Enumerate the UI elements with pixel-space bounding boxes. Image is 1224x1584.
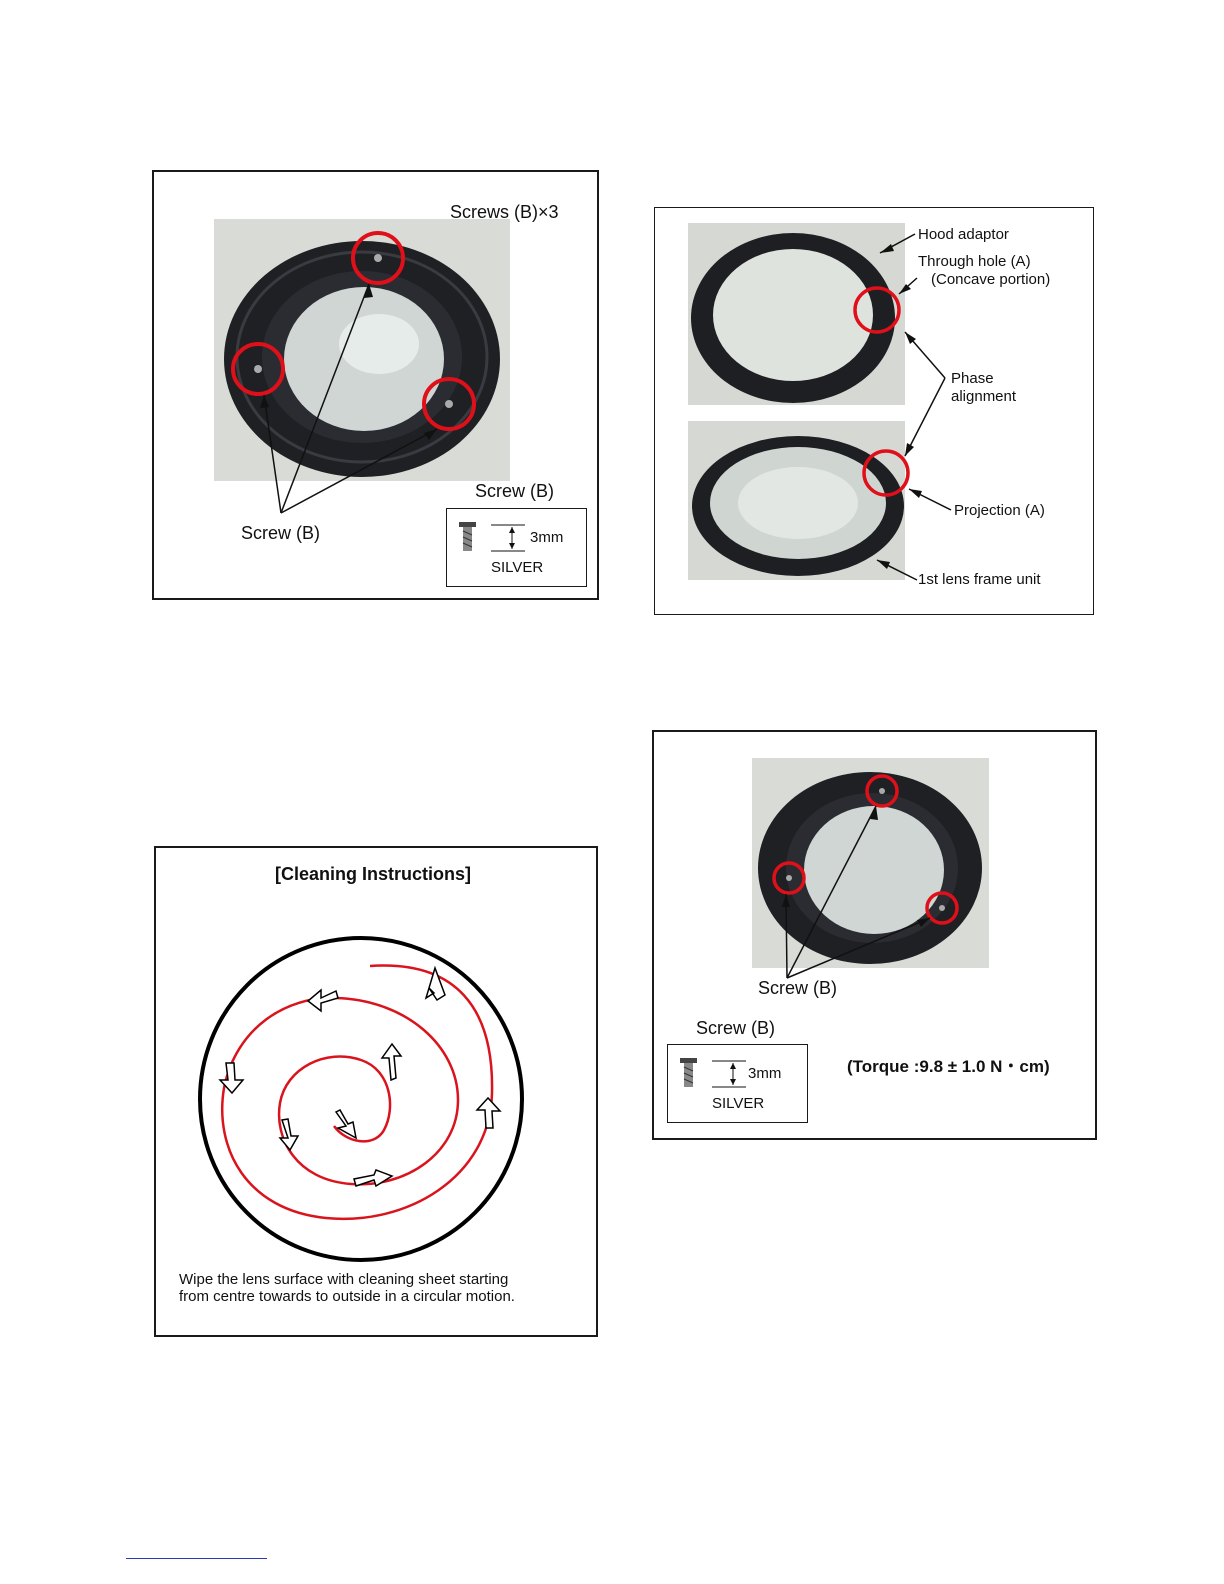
screw-length: 3mm bbox=[530, 529, 564, 546]
fig4-screw-spec-title: Screw (B) bbox=[696, 1018, 776, 1038]
screw-icon bbox=[447, 509, 588, 588]
phase-label: Phase bbox=[951, 370, 994, 387]
through-hole-label: Through hole (A) bbox=[918, 253, 1031, 270]
fig1-panel bbox=[152, 170, 599, 600]
fig4-screw-finish: SILVER bbox=[712, 1095, 765, 1112]
hood-adaptor-label: Hood adaptor bbox=[918, 226, 1009, 243]
fig2-panel bbox=[654, 207, 1094, 615]
cleaning-text-line1: Wipe the lens surface with cleaning sheet starting bbox=[179, 1271, 509, 1288]
screw-b-label: Screw (B) bbox=[241, 523, 321, 543]
cleaning-text-line2: from centre towards to outside in a circular motion. bbox=[179, 1288, 515, 1305]
torque-spec: (Torque :9.8 ± 1.0 N・cm) bbox=[847, 1057, 1050, 1076]
fig4-screw-spec-box bbox=[667, 1044, 808, 1123]
fig4-screw-icon bbox=[668, 1045, 809, 1124]
projection-label: Projection (A) bbox=[954, 502, 1045, 519]
screws-b-x3-label: Screws (B)×3 bbox=[450, 202, 559, 222]
cleaning-diagram bbox=[156, 848, 600, 1339]
screw-spec-title: Screw (B) bbox=[475, 481, 555, 501]
concave-portion-label: (Concave portion) bbox=[931, 271, 1051, 288]
lens-frame-unit-label: 1st lens frame unit bbox=[918, 571, 1041, 588]
alignment-label: alignment bbox=[951, 388, 1017, 405]
footer-link-underline bbox=[126, 1558, 267, 1559]
screw-spec-box bbox=[446, 508, 587, 587]
screw-finish: SILVER bbox=[491, 559, 544, 576]
fig4-screw-length: 3mm bbox=[748, 1065, 782, 1082]
cleaning-panel bbox=[154, 846, 598, 1337]
fig4-screw-b-label: Screw (B) bbox=[758, 978, 838, 998]
cleaning-title: [Cleaning Instructions] bbox=[275, 864, 472, 884]
fig4-panel bbox=[652, 730, 1097, 1140]
